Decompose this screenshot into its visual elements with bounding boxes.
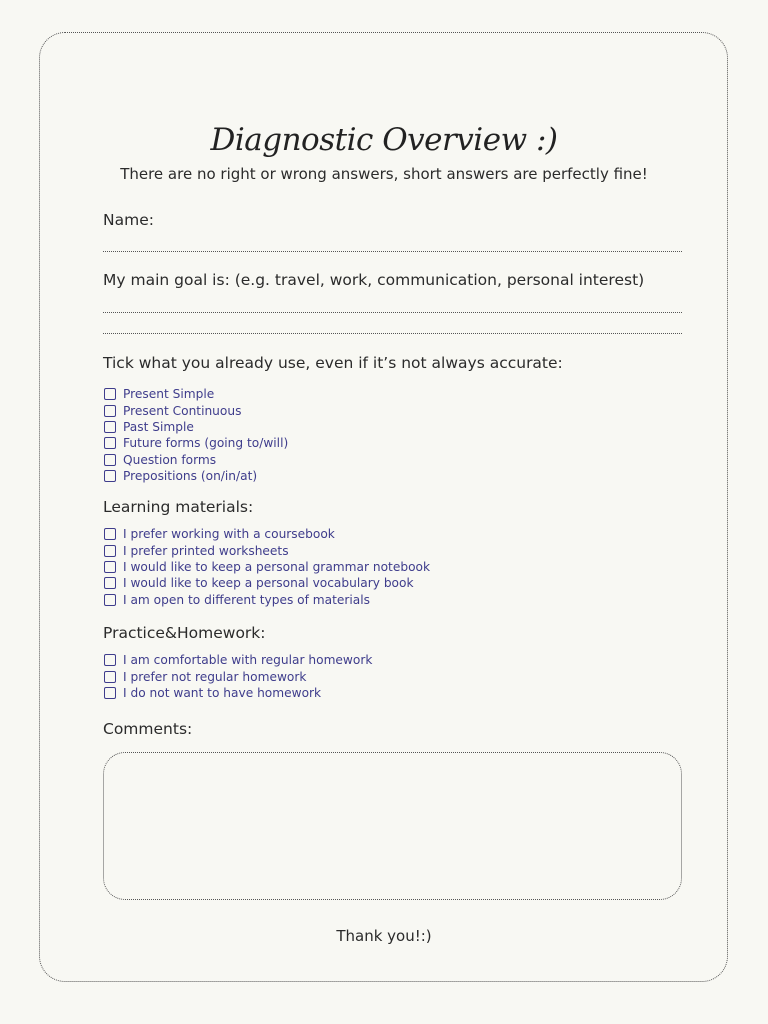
checkbox[interactable]: [104, 437, 116, 449]
checklist-item-label: I am open to different types of materials: [123, 592, 371, 607]
homework-checklist: [103, 652, 372, 701]
checklist-item-label: Prepositions (on/in/at): [123, 469, 258, 484]
materials-checklist: [103, 526, 430, 608]
checklist-item-label: Past Simple: [123, 419, 194, 434]
checkbox[interactable]: [104, 388, 116, 400]
checklist-item-coursebook[interactable]: [103, 526, 430, 542]
checkbox[interactable]: [104, 470, 116, 482]
checkbox[interactable]: [104, 561, 116, 573]
name-label: Name:: [103, 211, 154, 229]
checklist-item-regular-homework[interactable]: [103, 652, 372, 668]
checklist-item-prepositions[interactable]: [103, 468, 288, 484]
checkbox[interactable]: [104, 594, 116, 606]
thank-you-text: Thank you!:): [336, 927, 432, 945]
checklist-item-label: Future forms (going to/will): [123, 436, 289, 451]
checkbox[interactable]: [104, 671, 116, 683]
materials-section-label: Learning materials:: [103, 498, 254, 516]
checklist-item-label: I prefer printed worksheets: [123, 543, 289, 558]
checkbox[interactable]: [104, 654, 116, 666]
checklist-item-no-homework[interactable]: [103, 685, 372, 701]
checklist-item-printed-worksheets[interactable]: [103, 542, 430, 558]
checklist-item-present-continuous[interactable]: [103, 402, 288, 418]
goal-label: My main goal is: (e.g. travel, work, communication, personal interest): [103, 271, 645, 289]
grammar-checklist: [103, 386, 288, 484]
goal-answer-line-2[interactable]: [103, 333, 682, 334]
checklist-item-label: Present Simple: [123, 387, 215, 402]
checklist-item-not-regular-homework[interactable]: [103, 668, 372, 684]
checklist-item-future-forms[interactable]: [103, 435, 288, 451]
checklist-item-vocabulary-book[interactable]: [103, 575, 430, 591]
checkbox[interactable]: [104, 454, 116, 466]
comments-label: Comments:: [103, 720, 193, 738]
page-subtitle: There are no right or wrong answers, short answers are perfectly fine!: [120, 165, 648, 183]
goal-answer-line-1[interactable]: [103, 312, 682, 313]
checklist-item-label: Question forms: [123, 452, 217, 467]
checklist-item-label: Present Continuous: [123, 403, 242, 418]
checklist-item-label: I do not want to have homework: [123, 685, 322, 700]
checklist-item-present-simple[interactable]: [103, 386, 288, 402]
checklist-item-different-materials[interactable]: [103, 592, 430, 608]
page-title: Diagnostic Overview :): [210, 122, 558, 158]
name-answer-line[interactable]: [103, 251, 682, 252]
checklist-item-label: I prefer not regular homework: [123, 669, 307, 684]
tick-section-label: Tick what you already use, even if it’s not always accurate:: [103, 354, 563, 372]
checkbox[interactable]: [104, 405, 116, 417]
checklist-item-label: I prefer working with a coursebook: [123, 527, 335, 542]
checkbox[interactable]: [104, 528, 116, 540]
checklist-item-label: I would like to keep a personal grammar notebook: [123, 559, 431, 574]
checklist-item-question-forms[interactable]: [103, 452, 288, 468]
comments-field[interactable]: [103, 752, 682, 900]
checklist-item-grammar-notebook[interactable]: [103, 559, 430, 575]
checklist-item-label: I would like to keep a personal vocabulary book: [123, 576, 414, 591]
homework-section-label: Practice&Homework:: [103, 624, 266, 642]
checkbox[interactable]: [104, 545, 116, 557]
checkbox[interactable]: [104, 421, 116, 433]
checklist-item-past-simple[interactable]: [103, 419, 288, 435]
checkbox[interactable]: [104, 687, 116, 699]
checkbox[interactable]: [104, 577, 116, 589]
checklist-item-label: I am comfortable with regular homework: [123, 653, 373, 668]
